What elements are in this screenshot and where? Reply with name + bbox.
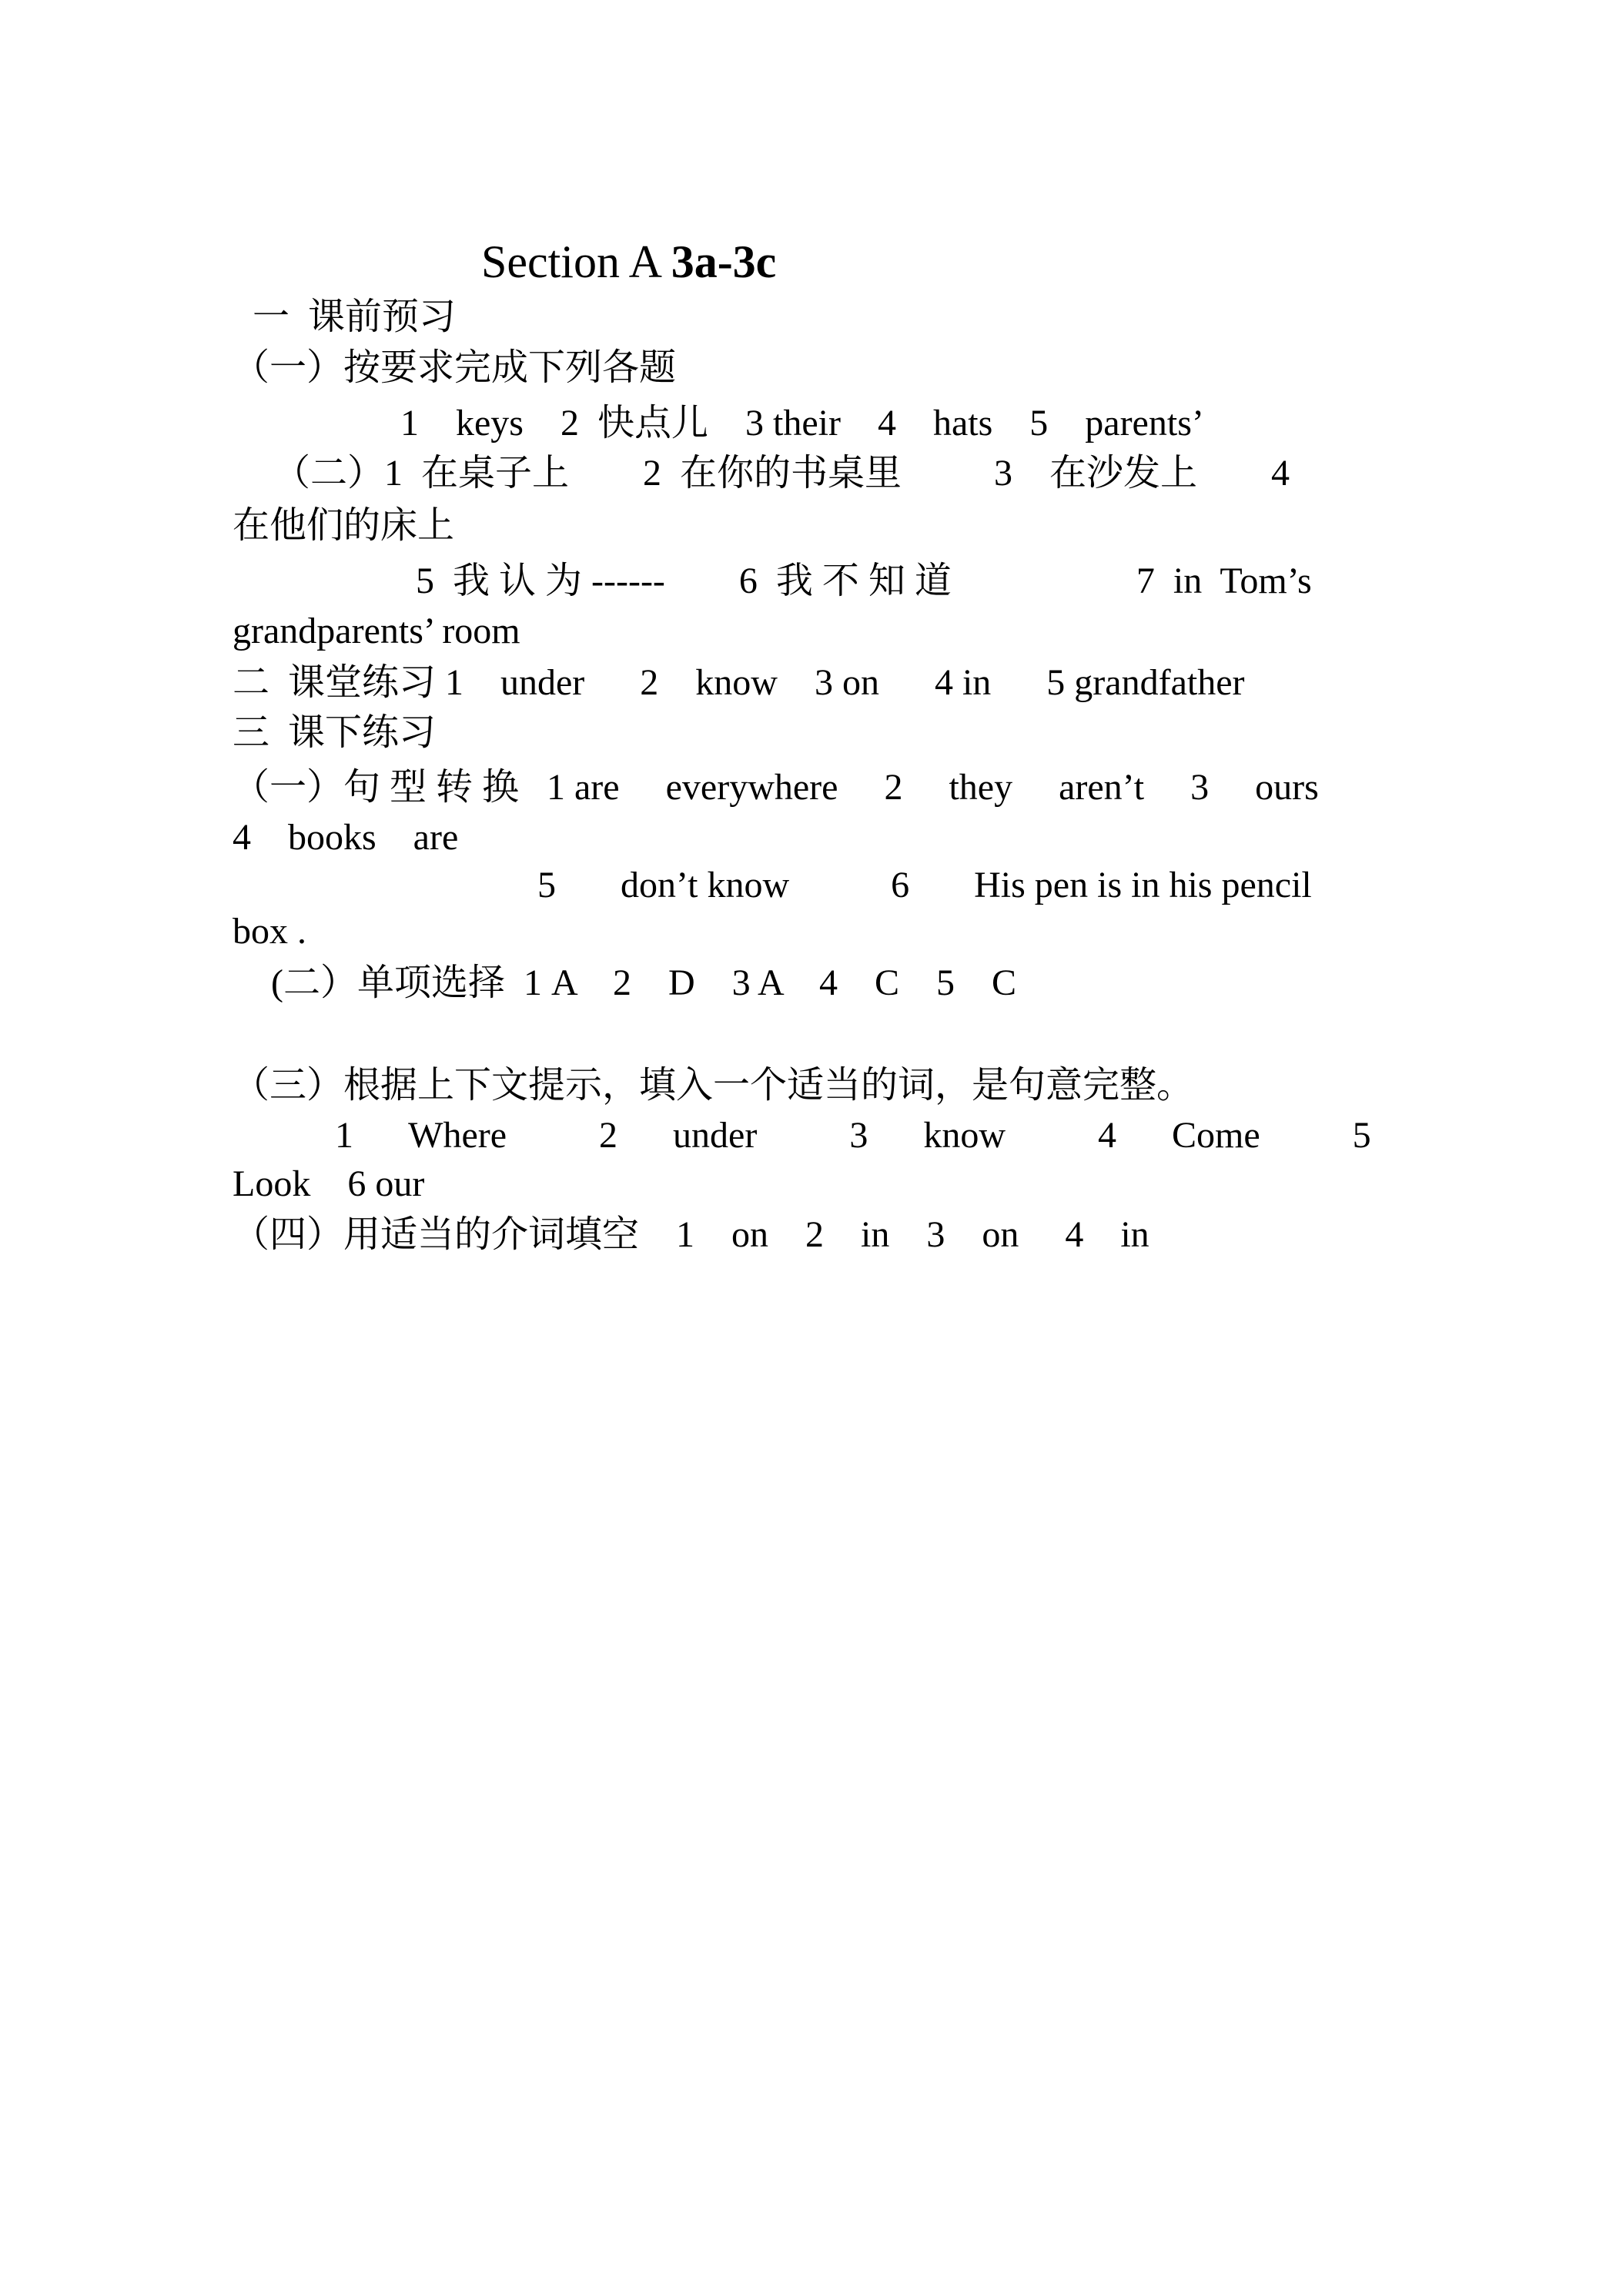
answer-line: 在他们的床上 <box>233 505 455 546</box>
answer-line: 1 Where 2 under 3 know 4 Come 5 <box>335 1115 1371 1156</box>
answer-line: （二）1 在桌子上 2 在你的书桌里 3 在沙发上 4 <box>273 453 1290 494</box>
subheading-3: （三）根据上下文提示，填入一个适当的词，是句意完整。 <box>233 1065 1194 1106</box>
section-title-text: Section A <box>481 236 671 287</box>
answer-line: 5 我 认 为 ------ 6 我 不 知 道 7 in Tom’s <box>416 561 1312 601</box>
answer-line: box . <box>233 911 306 952</box>
answer-line: 5 don’t know 6 His pen is in his pencil <box>537 865 1312 905</box>
answer-line: 1 keys 2 快点儿 3 their 4 hats 5 parents’ <box>400 403 1204 443</box>
answer-line: （四）用适当的介词填空 1 on 2 in 3 on 4 in <box>233 1214 1149 1255</box>
heading-classwork: 二 课堂练习 1 under 2 know 3 on 4 in 5 grandfather <box>233 662 1245 703</box>
answer-line: Look 6 our <box>233 1163 425 1204</box>
answer-line: 4 books are <box>233 817 459 858</box>
answer-line: grandparents’ room <box>233 611 520 651</box>
section-title-range: 3a-3c <box>671 236 777 287</box>
answer-line: （一）句 型 转 换 1 are everywhere 2 they aren’t 3 ours <box>233 767 1319 808</box>
section-title <box>481 235 776 289</box>
heading-preview: 一 课前预习 <box>253 296 457 337</box>
subheading-1: （一）按要求完成下列各题 <box>233 347 677 388</box>
answer-line: (二）单项选择 1 A 2 D 3 A 4 C 5 C <box>271 962 1017 1003</box>
heading-homework: 三 课下练习 <box>233 712 437 753</box>
